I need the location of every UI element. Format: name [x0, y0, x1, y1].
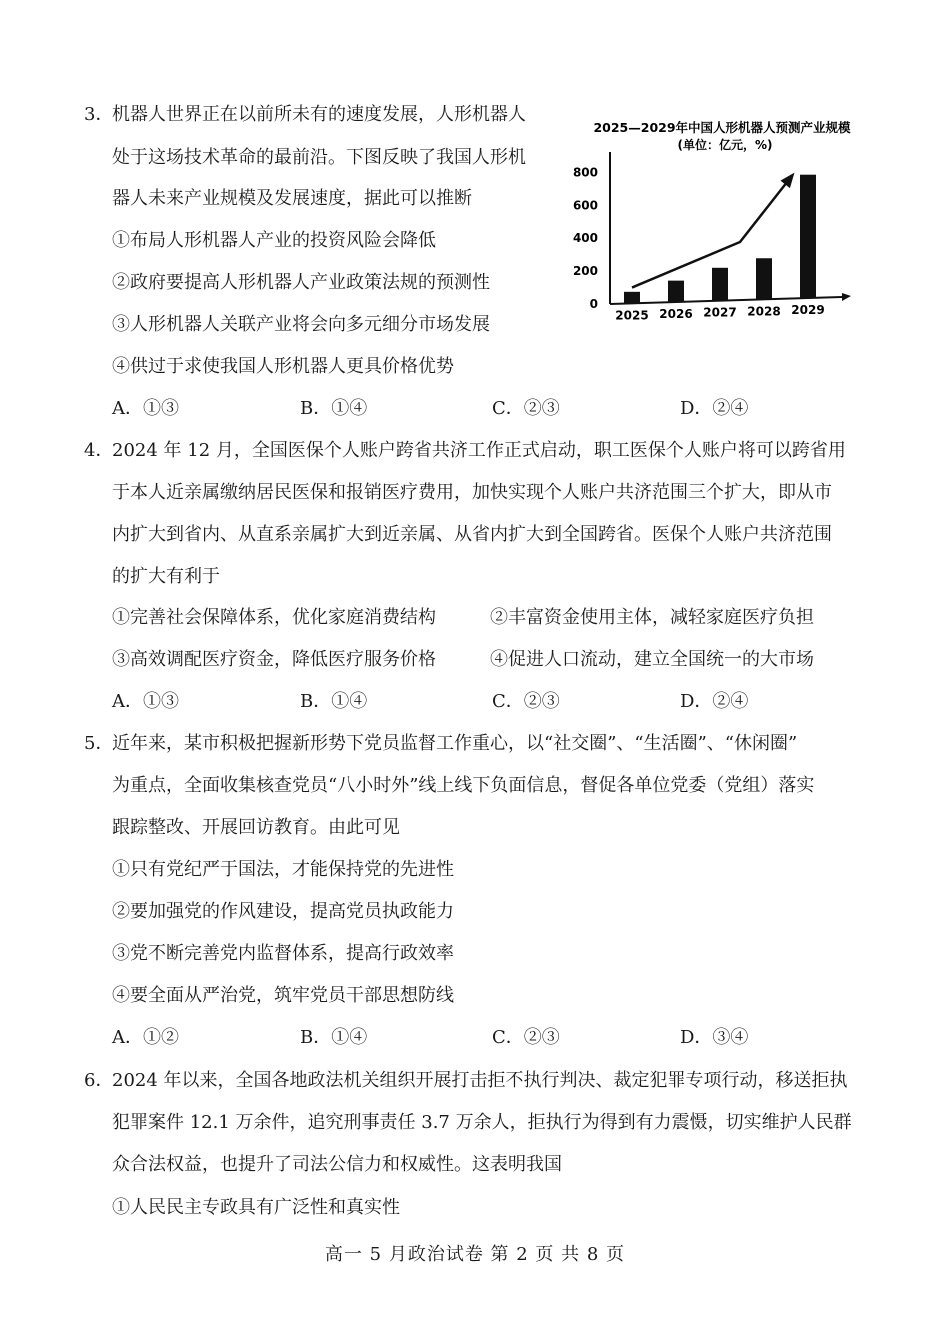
question-4-statement-1: ①完善社会保障体系，优化家庭消费结构 [112, 607, 436, 628]
question-4-line-2: 于本人近亲属缴纳居民医保和报销医疗费用，加快实现个人账户共济范围三个扩大，即从市 [112, 482, 832, 503]
x-axis-arrow [842, 293, 851, 301]
bar-2029 [800, 175, 816, 298]
bar-2026 [668, 281, 684, 302]
question-4-line-4: 的扩大有利于 [112, 566, 220, 587]
question-5-number: 5． [84, 733, 114, 754]
page-footer: 高一 5 月政治试卷 第 2 页 共 8 页 [324, 1244, 626, 1265]
question-5-line-3: 跟踪整改、开展回访教育。由此可见 [112, 817, 400, 838]
question-5-choice-a[interactable]: A．①② [112, 1027, 179, 1048]
question-3-choice-d[interactable]: D．②④ [680, 398, 749, 419]
question-4-statement-4: ④促进人口流动，建立全国统一的大市场 [490, 649, 814, 670]
question-5-choice-d[interactable]: D．③④ [680, 1027, 749, 1048]
x-tick-label: 2026 [659, 307, 693, 322]
x-tick-label: 2029 [791, 303, 825, 318]
y-tick-label: 400 [572, 231, 598, 246]
y-tick-label: 200 [572, 264, 598, 279]
y-tick-label: 600 [572, 198, 598, 213]
x-tick-label: 2027 [703, 305, 737, 320]
y-tick-label: 800 [572, 165, 598, 180]
question-3-statement-4: ④供过于求使我国人形机器人更具价格优势 [112, 356, 454, 377]
bar-2025 [624, 292, 640, 304]
question-4-statement-2: ②丰富资金使用主体，减轻家庭医疗负担 [490, 607, 814, 628]
question-4-line-1: 2024 年 12 月，全国医保个人账户跨省共济工作正式启动，职工医保个人账户将可以跨省用 [112, 440, 846, 461]
question-4-choice-a[interactable]: A．①③ [112, 691, 179, 712]
question-3-choice-a[interactable]: A．①③ [112, 398, 179, 419]
x-tick-label: 2025 [615, 308, 649, 323]
bar-2027 [712, 268, 728, 301]
question-6-line-3: 众合法权益，也提升了司法公信力和权威性。这表明我国 [112, 1154, 562, 1175]
question-6-line-2: 犯罪案件 12.1 万余件，追究刑事责任 3.7 万余人，拒执行为得到有力震慑，切实维护人民群 [112, 1112, 852, 1133]
question-5-statement-2: ②要加强党的作风建设，提高党员执政能力 [112, 901, 454, 922]
question-3-line-3: 器人未来产业规模及发展速度，据此可以推断 [112, 188, 472, 209]
question-4-number: 4． [84, 440, 114, 461]
question-4-statement-3: ③高效调配医疗资金，降低医疗服务价格 [112, 649, 436, 670]
chart-title: 2025—2029年中国人形机器人预测产业规模 [593, 120, 851, 135]
question-6-statement-1: ①人民民主专政具有广泛性和真实性 [112, 1197, 400, 1218]
question-5-statement-4: ④要全面从严治党，筑牢党员干部思想防线 [112, 985, 454, 1006]
question-3-choice-b[interactable]: B．①④ [300, 398, 368, 419]
question-3-line-2: 处于这场技术革命的最前沿。下图反映了我国人形机 [112, 147, 526, 168]
question-4-line-3: 内扩大到省内、从直系亲属扩大到近亲属、从省内扩大到全国跨省。医保个人账户共济范围 [112, 524, 832, 545]
question-5-line-2: 为重点，全面收集核查党员“八小时外”线上线下负面信息，督促各单位党委（党组）落实 [112, 775, 815, 796]
bar-2028 [756, 258, 772, 299]
question-5-statement-3: ③党不断完善党内监督体系，提高行政效率 [112, 943, 454, 964]
question-3-statement-2: ②政府要提高人形机器人产业政策法规的预测性 [112, 272, 490, 293]
question-4-choice-d[interactable]: D．②④ [680, 691, 749, 712]
question-4-choice-c[interactable]: C．②③ [492, 691, 560, 712]
question-5-statement-1: ①只有党纪严于国法，才能保持党的先进性 [112, 859, 454, 880]
question-6-line-1: 2024 年以来，全国各地政法机关组织开展打击拒不执行判决、裁定犯罪专项行动，移送拒执 [112, 1070, 848, 1091]
question-3-statement-1: ①布局人形机器人产业的投资风险会降低 [112, 230, 436, 251]
question-5-choice-c[interactable]: C．②③ [492, 1027, 560, 1048]
question-4-choice-b[interactable]: B．①④ [300, 691, 368, 712]
chart-subtitle: (单位：亿元，%) [677, 138, 773, 152]
question-3-choice-c[interactable]: C．②③ [492, 398, 560, 419]
industry-scale-chart [570, 112, 870, 337]
question-6-number: 6． [84, 1070, 114, 1091]
x-tick-label: 2028 [747, 304, 781, 319]
question-5-choice-b[interactable]: B．①④ [300, 1027, 368, 1048]
question-5-line-1: 近年来，某市积极把握新形势下党员监督工作重心，以“社交圈”、“生活圈”、“休闲圈” [112, 733, 798, 754]
question-3-line-1: 机器人世界正在以前所未有的速度发展，人形机器人 [112, 104, 526, 125]
question-3-statement-3: ③人形机器人关联产业将会向多元细分市场发展 [112, 314, 490, 335]
question-3-number: 3． [84, 104, 114, 125]
y-tick-label: 0 [589, 297, 598, 311]
